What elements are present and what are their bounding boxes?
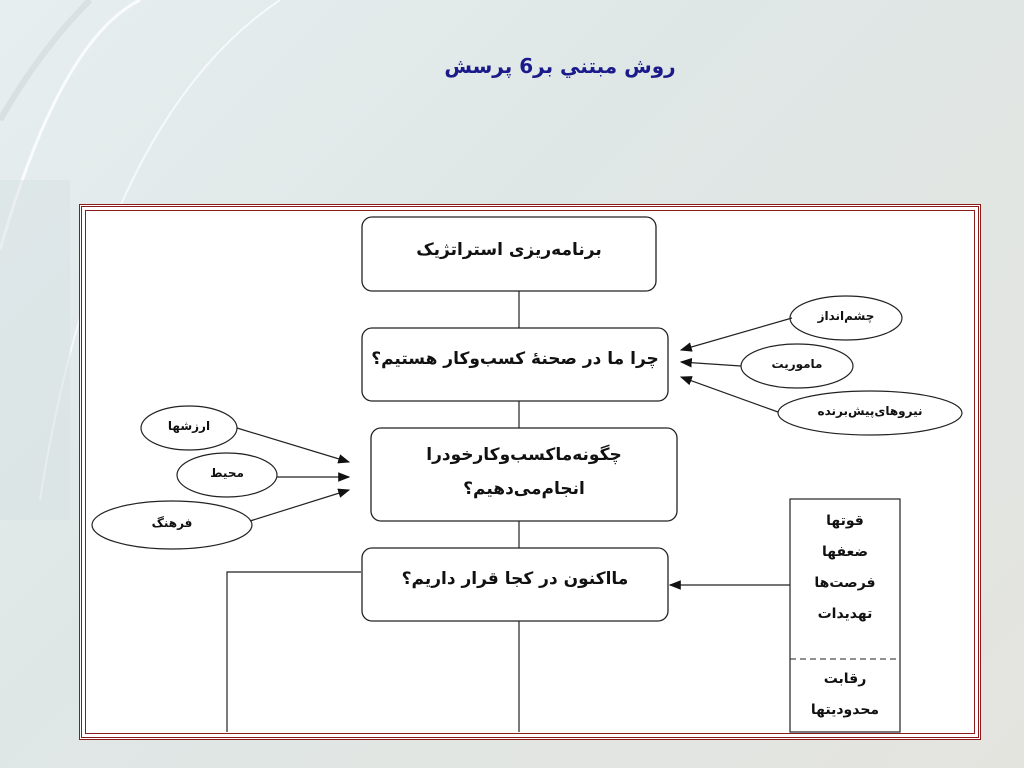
box-strategic-planning-label: برنامه‌ریزی استراتژیک [416,240,602,260]
arrow-mission [681,362,741,366]
side-panel-extra-item: رقابت [823,671,867,687]
slide-title: روش مبتني بر6 پرسش [444,54,676,78]
ellipse-values-label: ارزشها [167,419,211,433]
arrow-culture [250,490,349,521]
side-panel-extra-list [790,664,900,726]
connector-left [227,572,361,732]
side-panel-item: ضعفها [821,544,868,560]
box-why-in-business-label: چرا ما در صحنهٔ کسب‌وکار هستیم؟ [371,349,659,369]
ellipse-vision-label: چشم‌انداز [817,309,875,323]
ellipse-mission-label: ماموریت [771,357,823,371]
side-panel-list [790,506,900,630]
box-where-now-label: مااکنون در کجا قرار داریم؟ [401,569,629,589]
ellipse-driving-forces-label: نیروهای‌پیش‌برنده [817,404,923,418]
box-how-business-label-1: چگونه‌ماکسب‌وکارخودرا [426,445,622,465]
box-how-business [371,428,677,521]
ellipse-culture-label: فرهنگ [151,516,193,530]
ellipse-environment-label: محیط [210,466,244,480]
side-panel-item: قوتها [826,513,864,529]
side-panel-extra-item: محدودیتها [810,702,880,718]
box-how-business-label-2: انجام‌می‌دهیم؟ [463,479,585,499]
side-panel-item: تهدیدات [817,606,873,622]
side-panel-item: فرصت‌ها [814,575,876,591]
